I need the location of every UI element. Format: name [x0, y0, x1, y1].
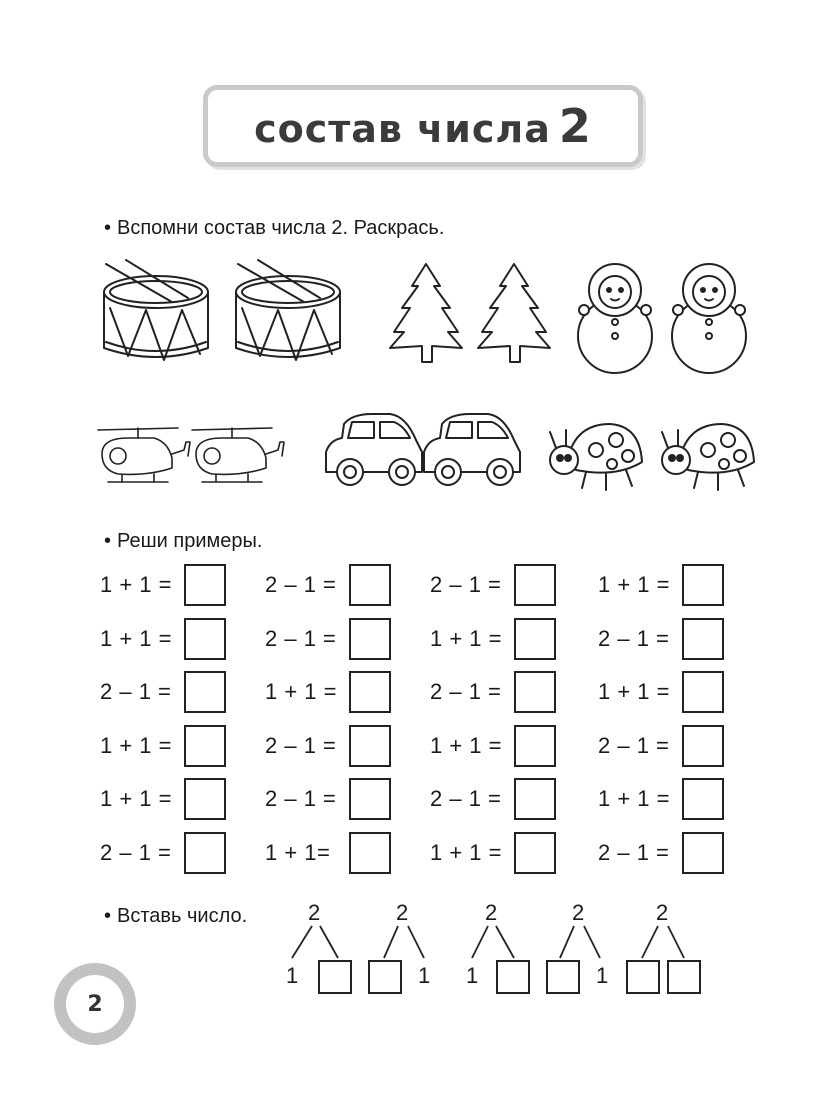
example: 2 – 1 =	[430, 563, 598, 607]
tree-top-number: 2	[396, 900, 409, 925]
example: 1 + 1 =	[265, 670, 430, 714]
tree-right-number: 1	[596, 963, 609, 988]
answer-box[interactable]	[682, 725, 724, 767]
answer-box[interactable]	[184, 618, 226, 660]
example: 1 + 1 =	[430, 724, 598, 768]
answer-box[interactable]	[682, 564, 724, 606]
answer-box[interactable]	[349, 618, 391, 660]
tree-top-number: 2	[572, 900, 585, 925]
answer-box[interactable]	[682, 778, 724, 820]
answer-box[interactable]	[184, 671, 226, 713]
answer-box[interactable]	[349, 832, 391, 874]
helicopter-icon	[98, 428, 190, 482]
answer-box[interactable]	[349, 725, 391, 767]
ladybug-icon	[550, 424, 642, 490]
answer-box[interactable]	[514, 725, 556, 767]
example: 1 + 1 =	[100, 563, 265, 607]
helicopter-icon	[192, 428, 284, 482]
tree-answer-box[interactable]	[318, 960, 352, 994]
answer-box[interactable]	[349, 564, 391, 606]
tree-answer-box[interactable]	[626, 960, 660, 994]
task-recall: • Вспомни состав числа 2. Раскрась.	[104, 217, 445, 239]
tree-top-number: 2	[308, 900, 321, 925]
car-icon	[326, 414, 422, 485]
drum-icon	[236, 260, 340, 360]
example: 1 + 1 =	[100, 617, 265, 661]
tree-left-number: 1	[286, 963, 299, 988]
answer-box[interactable]	[184, 564, 226, 606]
roly-poly-doll-icon	[578, 264, 652, 373]
example: 1 + 1 =	[598, 563, 758, 607]
answer-box[interactable]	[514, 671, 556, 713]
tree-right-number: 1	[418, 963, 431, 988]
coloring-pictures	[0, 0, 813, 520]
ladybug-icon	[662, 424, 754, 490]
page-title: состав числа 2	[254, 99, 592, 153]
roly-poly-doll-icon	[672, 264, 746, 373]
example: 2 – 1 =	[100, 670, 265, 714]
answer-box[interactable]	[514, 564, 556, 606]
example: 2 – 1 =	[265, 777, 430, 821]
example: 2 – 1 =	[265, 617, 430, 661]
example: 1 + 1 =	[100, 724, 265, 768]
fir-tree-icon	[390, 264, 462, 362]
example: 2 – 1 =	[598, 724, 758, 768]
example: 2 – 1 =	[598, 617, 758, 661]
answer-box[interactable]	[184, 725, 226, 767]
example: 1 + 1 =	[430, 831, 598, 875]
task-solve: • Реши примеры.	[104, 530, 263, 552]
example: 2 – 1 =	[265, 563, 430, 607]
answer-box[interactable]	[514, 778, 556, 820]
answer-box[interactable]	[184, 832, 226, 874]
tree-answer-box[interactable]	[667, 960, 701, 994]
answer-box[interactable]	[514, 618, 556, 660]
answer-box[interactable]	[682, 671, 724, 713]
page-number: 2	[66, 975, 124, 1033]
example: 1 + 1 =	[598, 670, 758, 714]
answer-box[interactable]	[349, 671, 391, 713]
tree-left-number: 1	[466, 963, 479, 988]
examples-grid	[100, 563, 758, 884]
example: 2 – 1 =	[430, 670, 598, 714]
example: 2 – 1 =	[265, 724, 430, 768]
answer-box[interactable]	[682, 618, 724, 660]
page-number-badge	[54, 963, 136, 1045]
tree-answer-box[interactable]	[496, 960, 530, 994]
car-icon	[424, 414, 520, 485]
example: 1 + 1 =	[598, 777, 758, 821]
example: 1 + 1 =	[100, 777, 265, 821]
answer-box[interactable]	[184, 778, 226, 820]
task-insert: • Вставь число.	[104, 905, 248, 927]
fir-tree-icon	[478, 264, 550, 362]
tree-top-number: 2	[485, 900, 498, 925]
tree-top-number: 2	[656, 900, 669, 925]
example: 1 + 1 =	[430, 617, 598, 661]
example: 2 – 1 =	[598, 831, 758, 875]
tree-answer-box[interactable]	[546, 960, 580, 994]
tree-answer-box[interactable]	[368, 960, 402, 994]
example: 1 + 1=	[265, 831, 430, 875]
answer-box[interactable]	[349, 778, 391, 820]
answer-box[interactable]	[682, 832, 724, 874]
example: 2 – 1 =	[430, 777, 598, 821]
drum-icon	[104, 260, 208, 360]
example: 2 – 1 =	[100, 831, 265, 875]
answer-box[interactable]	[514, 832, 556, 874]
